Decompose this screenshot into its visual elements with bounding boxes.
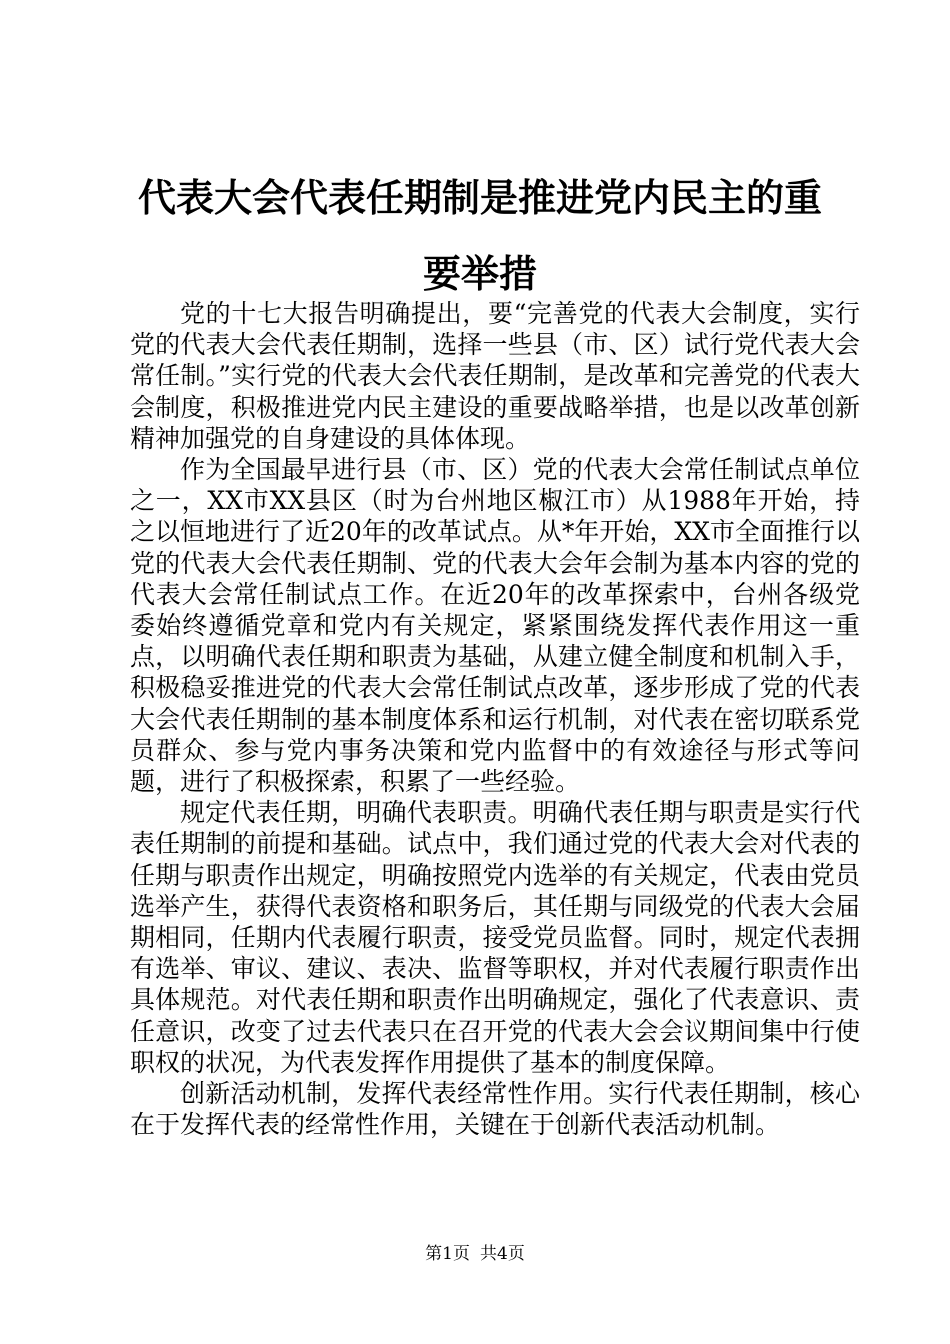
page-footer — [0, 1243, 950, 1265]
document-body — [130, 298, 860, 1140]
paragraph: 作为全国最早进行县（市、区）党的代表大会常任制试点单位之一，XX市XX县区（时为台州地区椒江市）从1988年开始，持之以恒地进行了近20年的改革试点。从*年开始，XX市全面推行以党的代表大会代表任期制、党的代表大会年会制为基本内容的党的代表大会常任制试点工作。在近20年的改革探索中，台州各级党委始终遵循党章和党内有关规定，紧紧围绕发挥代表作用这一重点，以明确代表任期和职责为基础，从建立健全制度和机制入手，积极稳妥推进党的代表大会常任制试点改革，逐步形成了党的代表大会代表任期制的基本制度体系和运行机制，对代表在密切联系党员群众、参与党内事务决策和党内监督中的有效途径与形式等问题，进行了积极探索，积累了一些经验。 — [130, 455, 860, 797]
page-total: 共4页 — [480, 1244, 525, 1264]
paragraph: 党的十七大报告明确提出，要“完善党的代表大会制度，实行党的代表大会代表任期制，选择一些县（市、区）试行党代表大会常任制。”实行党的代表大会代表任期制，是改革和完善党的代表大会制度，积极推进党内民主建设的重要战略举措，也是以改革创新精神加强党的自身建设的具体体现。 — [130, 299, 860, 453]
document-title: 代表大会代表任期制是推进党内民主的重要举措 — [137, 175, 822, 296]
paragraph: 规定代表任期，明确代表职责。明确代表任期与职责是实行代表任期制的前提和基础。试点中，我们通过党的代表大会对代表的任期与职责作出规定，明确按照党内选举的有关规定，代表由党员选举产生，获得代表资格和职务后，其任期与同级党的代表大会届期相同，任期内代表履行职责，接受党员监督。同时，规定代表拥有选举、审议、建议、表决、监督等职权，并对代表履行职责作出具体规范。对代表任期和职责作出明确规定，强化了代表意识、责任意识，改变了过去代表只在召开党的代表大会会议期间集中行使职权的状况，为代表发挥作用提供了基本的制度保障。 — [130, 798, 860, 1077]
page-number: 第1页 — [425, 1244, 470, 1264]
paragraph: 创新活动机制，发挥代表经常性作用。实行代表任期制，核心在于发挥代表的经常性作用，关键在于创新代表活动机制。 — [130, 1079, 860, 1140]
